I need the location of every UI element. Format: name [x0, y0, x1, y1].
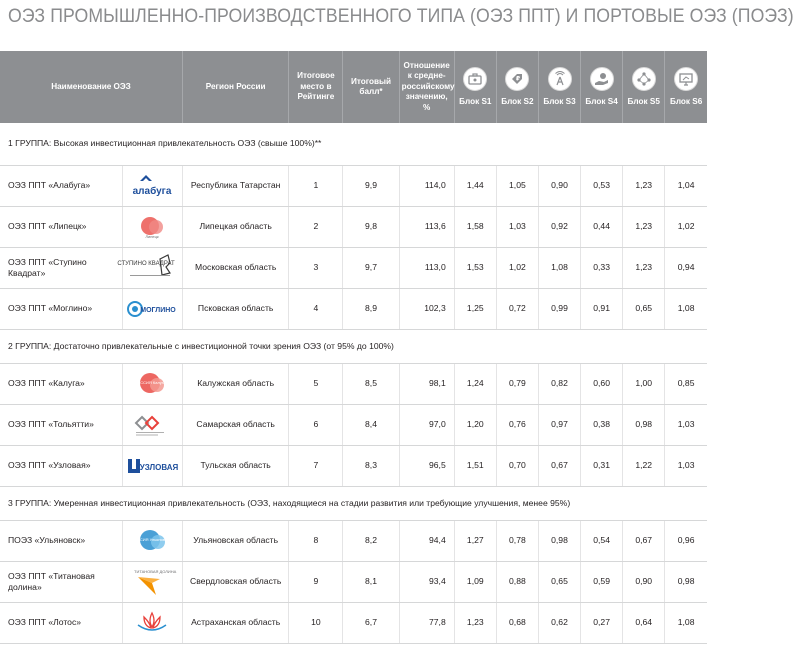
- score: 8,1: [343, 561, 399, 602]
- block-s2-value: 0,79: [496, 363, 538, 404]
- block-s5-value: 1,22: [623, 445, 665, 486]
- block-s5-value: 1,23: [623, 247, 665, 288]
- score: 8,2: [343, 520, 399, 561]
- alabuga-logo: [122, 165, 182, 206]
- region: Липецкая область: [183, 206, 289, 247]
- block-s4-value: 0,33: [581, 247, 623, 288]
- logo-text: УЗЛОВАЯ: [140, 462, 179, 472]
- block-s3-value: 0,97: [538, 404, 580, 445]
- region: Тульская область: [183, 445, 289, 486]
- oez-name: ОЭЗ ППТ «Титановая долина»: [0, 561, 122, 602]
- block-s6-value: 1,03: [665, 404, 707, 445]
- block-s6-value: 0,85: [665, 363, 707, 404]
- table-row: [0, 206, 707, 247]
- block-s2-value: 1,03: [496, 206, 538, 247]
- page-title: ОЭЗ ПРОМЫШЛЕННО-ПРОИЗВОДСТВЕННОГО ТИПА (ОЭЗ ППТ) И ПОРТОВЫЕ ОЭЗ (ПОЭЗ): [8, 6, 794, 27]
- oez-name: ОЭЗ ППТ «Лотос»: [0, 602, 122, 643]
- oez-name: ОЭЗ ППТ «Тольятти»: [0, 404, 122, 445]
- block-s2-value: 0,70: [496, 445, 538, 486]
- block-s6-value: 0,98: [665, 561, 707, 602]
- logo-text: РОССИЯ Калуга: [135, 379, 166, 385]
- block-s4-value: 0,31: [581, 445, 623, 486]
- score: 8,4: [343, 404, 399, 445]
- block-s2-value: 0,78: [496, 520, 538, 561]
- place: 3: [289, 247, 343, 288]
- moglino-logo: [122, 288, 182, 329]
- region: Самарская область: [183, 404, 289, 445]
- score: 9,9: [343, 165, 399, 206]
- briefcase-icon: [463, 67, 487, 91]
- group-label: 1 ГРУППА: Высокая инвестиционная привлекательность ОЭЗ (свыше 100%)**: [0, 123, 707, 165]
- logo-text: РОССИЯ Ульяновск: [131, 536, 170, 542]
- block-s3-value: 0,98: [538, 520, 580, 561]
- block-s6-value: 0,94: [665, 247, 707, 288]
- header-block-label: Блок S2: [501, 96, 534, 106]
- place: 9: [289, 561, 343, 602]
- header-block-label: Блок S4: [585, 96, 618, 106]
- logo-text: СТУПИНО КВАДРАТ: [117, 260, 176, 267]
- block-s1-value: 1,27: [454, 520, 496, 561]
- header-region: Регион России: [183, 51, 289, 123]
- block-s1-value: 1,58: [454, 206, 496, 247]
- ratio: 94,4: [399, 520, 454, 561]
- block-s1-value: 1,24: [454, 363, 496, 404]
- block-s3-value: 0,99: [538, 288, 580, 329]
- group-label: 3 ГРУППА: Умеренная инвестиционная привлекательность (ОЭЗ, находящиеся на стадии развития или требующие улучшения, менее 95%): [0, 486, 707, 520]
- oez-name: ОЭЗ ППТ «Калуга»: [0, 363, 122, 404]
- block-s2-value: 0,72: [496, 288, 538, 329]
- block-s2-value: 0,88: [496, 561, 538, 602]
- block-s5-value: 0,98: [623, 404, 665, 445]
- block-s1-value: 1,51: [454, 445, 496, 486]
- header-block-s6: [665, 51, 707, 123]
- table-row: [0, 247, 707, 288]
- place: 8: [289, 520, 343, 561]
- oez-name: ОЭЗ ППТ «Узловая»: [0, 445, 122, 486]
- people-network-icon: [632, 67, 656, 91]
- score: 8,9: [343, 288, 399, 329]
- block-s5-value: 0,65: [623, 288, 665, 329]
- signal-tower-icon: [548, 67, 572, 91]
- lotos-logo: [122, 602, 182, 643]
- header-block-s2: [496, 51, 538, 123]
- header-ratio: Отношение к средне-российскому значению, %: [399, 51, 454, 123]
- block-s2-value: 0,68: [496, 602, 538, 643]
- score: 8,5: [343, 363, 399, 404]
- table-row: [0, 363, 707, 404]
- ratio: 113,0: [399, 247, 454, 288]
- table-row: [0, 404, 707, 445]
- header-block-s4: [581, 51, 623, 123]
- block-s6-value: 1,02: [665, 206, 707, 247]
- score: 9,7: [343, 247, 399, 288]
- header-block-s3: [538, 51, 580, 123]
- oez-name: ОЭЗ ППТ «Алабуга»: [0, 165, 122, 206]
- group-row: [0, 329, 707, 363]
- lipetsk-logo: [122, 206, 182, 247]
- block-s1-value: 1,09: [454, 561, 496, 602]
- header-place: Итоговое место в Рейтинге: [289, 51, 343, 123]
- region: Астраханская область: [183, 602, 289, 643]
- stupino-logo: [117, 247, 182, 288]
- ulyanovsk-logo: [122, 520, 182, 561]
- ruble-tag-icon: [505, 67, 529, 91]
- group-row: [0, 123, 707, 165]
- block-s1-value: 1,20: [454, 404, 496, 445]
- block-s5-value: 1,23: [623, 165, 665, 206]
- block-s3-value: 0,67: [538, 445, 580, 486]
- block-s1-value: 1,25: [454, 288, 496, 329]
- block-s5-value: 0,64: [623, 602, 665, 643]
- block-s4-value: 0,60: [581, 363, 623, 404]
- block-s6-value: 0,96: [665, 520, 707, 561]
- uzlovaya-logo: [122, 445, 182, 486]
- region: Калужская область: [183, 363, 289, 404]
- logo-text: МОГЛИНО: [140, 306, 177, 314]
- place: 1: [289, 165, 343, 206]
- block-s5-value: 1,00: [623, 363, 665, 404]
- score: 9,8: [343, 206, 399, 247]
- place: 4: [289, 288, 343, 329]
- header-name: Наименование ОЭЗ: [0, 51, 183, 123]
- score: 6,7: [343, 602, 399, 643]
- block-s2-value: 0,76: [496, 404, 538, 445]
- block-s2-value: 1,02: [496, 247, 538, 288]
- block-s5-value: 1,23: [623, 206, 665, 247]
- logo-text: Липецк: [145, 233, 160, 239]
- ratio: 96,5: [399, 445, 454, 486]
- rating-table: [0, 51, 707, 644]
- block-s4-value: 0,53: [581, 165, 623, 206]
- table-row: [0, 520, 707, 561]
- table-row: [0, 288, 707, 329]
- place: 7: [289, 445, 343, 486]
- block-s3-value: 0,62: [538, 602, 580, 643]
- table-row: [0, 602, 707, 643]
- block-s4-value: 0,59: [581, 561, 623, 602]
- place: 10: [289, 602, 343, 643]
- block-s2-value: 1,05: [496, 165, 538, 206]
- table-row: [0, 445, 707, 486]
- block-s4-value: 0,27: [581, 602, 623, 643]
- block-s4-value: 0,44: [581, 206, 623, 247]
- header-block-label: Блок S5: [627, 96, 660, 106]
- table-row: [0, 165, 707, 206]
- region: Свердловская область: [183, 561, 289, 602]
- block-s4-value: 0,54: [581, 520, 623, 561]
- ratio: 93,4: [399, 561, 454, 602]
- titan-valley-logo: [122, 561, 182, 602]
- monitor-icon: [674, 67, 698, 91]
- block-s6-value: 1,03: [665, 445, 707, 486]
- table-row: [0, 561, 707, 602]
- block-s4-value: 0,38: [581, 404, 623, 445]
- ratio: 102,3: [399, 288, 454, 329]
- block-s1-value: 1,44: [454, 165, 496, 206]
- oez-name: ОЭЗ ППТ «Моглино»: [0, 288, 122, 329]
- togliatti-logo: [122, 404, 182, 445]
- logo-text: алабуга: [133, 185, 172, 197]
- logo-text: ТИТАНОВАЯ ДОЛИНА: [134, 568, 177, 574]
- block-s3-value: 0,92: [538, 206, 580, 247]
- region: Московская область: [183, 247, 289, 288]
- header-score: Итоговый балл*: [343, 51, 399, 123]
- block-s3-value: 0,90: [538, 165, 580, 206]
- place: 2: [289, 206, 343, 247]
- block-s3-value: 1,08: [538, 247, 580, 288]
- block-s5-value: 0,90: [623, 561, 665, 602]
- ratio: 77,8: [399, 602, 454, 643]
- block-s1-value: 1,53: [454, 247, 496, 288]
- oez-name: ОЭЗ ППТ «Липецк»: [0, 206, 122, 247]
- oez-name: ПОЭЗ «Ульяновск»: [0, 520, 122, 561]
- block-s4-value: 0,91: [581, 288, 623, 329]
- header-block-s1: [454, 51, 496, 123]
- block-s3-value: 0,82: [538, 363, 580, 404]
- header-block-label: Блок S6: [669, 96, 703, 106]
- ratio: 114,0: [399, 165, 454, 206]
- oez-name: ОЭЗ ППТ «Ступино Квадрат»: [0, 247, 122, 288]
- block-s1-value: 1,23: [454, 602, 496, 643]
- group-row: [0, 486, 707, 520]
- kaluga-logo: [122, 363, 182, 404]
- place: 5: [289, 363, 343, 404]
- table-header: [0, 51, 707, 123]
- score: 8,3: [343, 445, 399, 486]
- block-s5-value: 0,67: [623, 520, 665, 561]
- header-block-label: Блок S1: [459, 96, 492, 106]
- block-s6-value: 1,04: [665, 165, 707, 206]
- ratio: 113,6: [399, 206, 454, 247]
- svg-text:₽: ₽: [516, 75, 521, 83]
- ratio: 98,1: [399, 363, 454, 404]
- block-s6-value: 1,08: [665, 288, 707, 329]
- region: Ульяновская область: [183, 520, 289, 561]
- header-block-label: Блок S3: [543, 96, 576, 106]
- block-s6-value: 1,08: [665, 602, 707, 643]
- ratio: 97,0: [399, 404, 454, 445]
- hand-coin-icon: [590, 67, 614, 91]
- block-s3-value: 0,65: [538, 561, 580, 602]
- header-block-s5: [623, 51, 665, 123]
- group-label: 2 ГРУППА: Достаточно привлекательные с инвестиционной точки зрения ОЭЗ (от 95% до 100%): [0, 329, 707, 363]
- region: Республика Татарстан: [183, 165, 289, 206]
- place: 6: [289, 404, 343, 445]
- region: Псковская область: [183, 288, 289, 329]
